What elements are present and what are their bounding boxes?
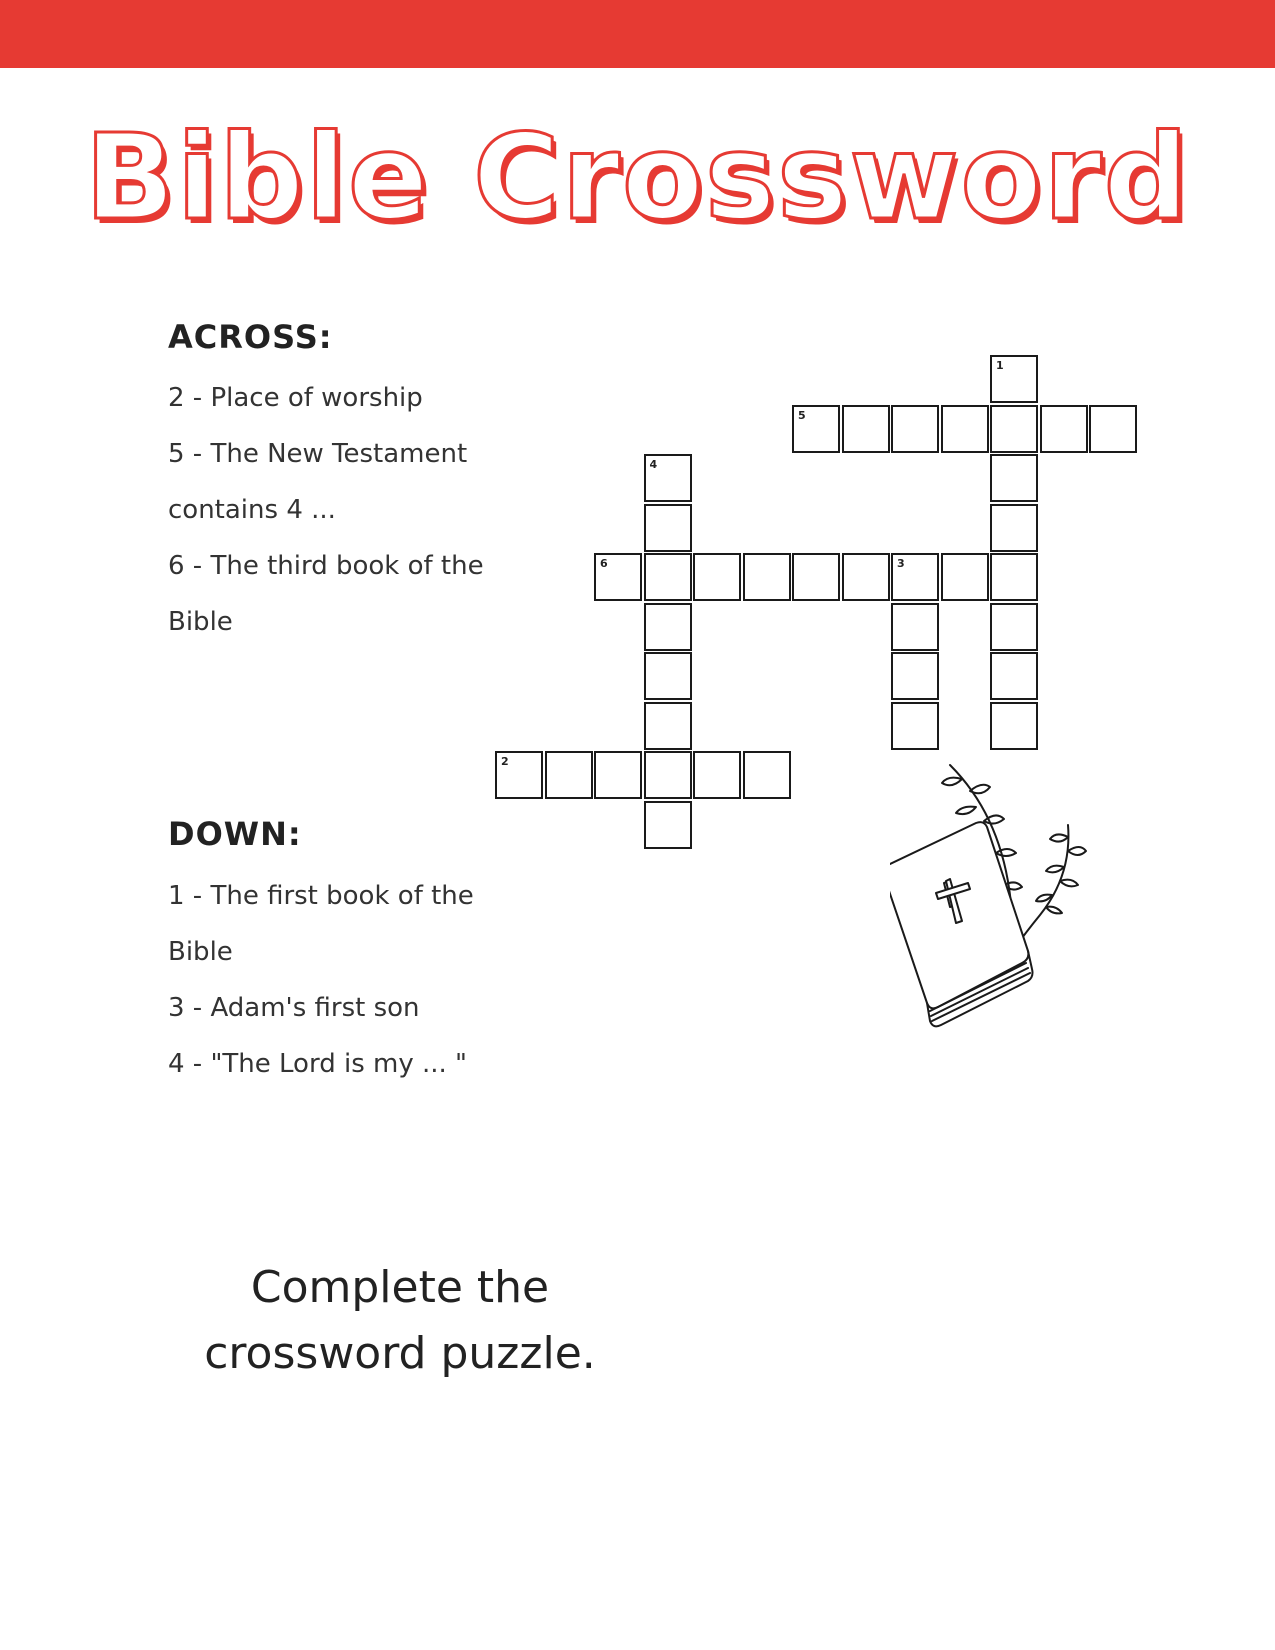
clue-down-1-cont: Bible	[168, 937, 233, 967]
crossword-cell[interactable]	[990, 553, 1038, 601]
crossword-cell[interactable]	[842, 405, 890, 453]
crossword-cell[interactable]	[644, 652, 692, 700]
crossword-cell[interactable]	[644, 454, 692, 502]
crossword-cell[interactable]	[1089, 405, 1137, 453]
clue-across-5: 5 - The New Testament	[168, 439, 468, 469]
crossword-cell[interactable]	[941, 405, 989, 453]
crossword-cell[interactable]	[644, 702, 692, 750]
down-heading: DOWN:	[168, 815, 302, 853]
cell-number: 1	[996, 359, 1004, 372]
crossword-cell[interactable]	[891, 405, 939, 453]
crossword-cell[interactable]	[545, 751, 593, 799]
crossword-cell[interactable]	[792, 405, 840, 453]
cell-number: 5	[798, 408, 806, 422]
crossword-cell[interactable]	[644, 751, 692, 799]
instruction-line-2: crossword puzzle.	[204, 1328, 596, 1379]
across-clue-list	[168, 370, 528, 650]
crossword-cell[interactable]	[792, 553, 840, 601]
crossword-cell[interactable]	[594, 751, 642, 799]
crossword-cell[interactable]	[644, 603, 692, 651]
crossword-cell[interactable]	[743, 751, 791, 799]
cell-number: 4	[649, 458, 658, 471]
instruction-text	[150, 1255, 650, 1387]
clue-across-5-cont: contains 4 ...	[168, 495, 336, 525]
crossword-cell[interactable]	[891, 702, 939, 750]
crossword-cell[interactable]	[891, 553, 939, 601]
crossword-cell[interactable]	[990, 702, 1038, 750]
across-heading: ACROSS:	[168, 318, 333, 356]
cell-number: 6	[600, 557, 608, 570]
clue-down-1: 1 - The first book of the	[168, 881, 474, 911]
crossword-cell[interactable]	[693, 751, 741, 799]
crossword-cell[interactable]	[842, 553, 890, 601]
crossword-cell[interactable]	[990, 603, 1038, 651]
crossword-cell[interactable]	[990, 652, 1038, 700]
down-clue-list	[168, 868, 528, 1092]
clue-down-4: 4 - "The Lord is my ... "	[168, 1049, 467, 1079]
crossword-cell[interactable]	[990, 504, 1038, 552]
crossword-cell[interactable]	[644, 553, 692, 601]
crossword-cell[interactable]	[495, 751, 543, 799]
crossword-cell[interactable]	[990, 355, 1038, 403]
crossword-cell[interactable]	[693, 553, 741, 601]
crossword-cell[interactable]	[941, 553, 989, 601]
clue-across-2: 2 - Place of worship	[168, 383, 423, 413]
clue-down-3: 3 - Adam's first son	[168, 993, 420, 1023]
crossword-cell[interactable]	[891, 652, 939, 700]
cell-number: 3	[897, 557, 905, 570]
crossword-cell[interactable]	[594, 553, 642, 601]
cell-number: 2	[501, 755, 509, 768]
crossword-cell[interactable]	[1040, 405, 1088, 453]
crossword-cell[interactable]	[990, 454, 1038, 502]
crossword-cell[interactable]	[644, 801, 692, 849]
crossword-cell[interactable]	[990, 405, 1038, 453]
crossword-cell[interactable]	[743, 553, 791, 601]
clue-across-6: 6 - The third book of the	[168, 551, 484, 581]
crossword-cell[interactable]	[644, 504, 692, 552]
instruction-line-1: Complete the	[250, 1262, 550, 1313]
top-banner	[0, 0, 1275, 68]
bible-illustration-icon	[890, 755, 1160, 1085]
clue-across-6-cont: Bible	[168, 607, 233, 637]
crossword-cell[interactable]	[891, 603, 939, 651]
page-title: Bible Crossword	[84, 108, 1191, 246]
